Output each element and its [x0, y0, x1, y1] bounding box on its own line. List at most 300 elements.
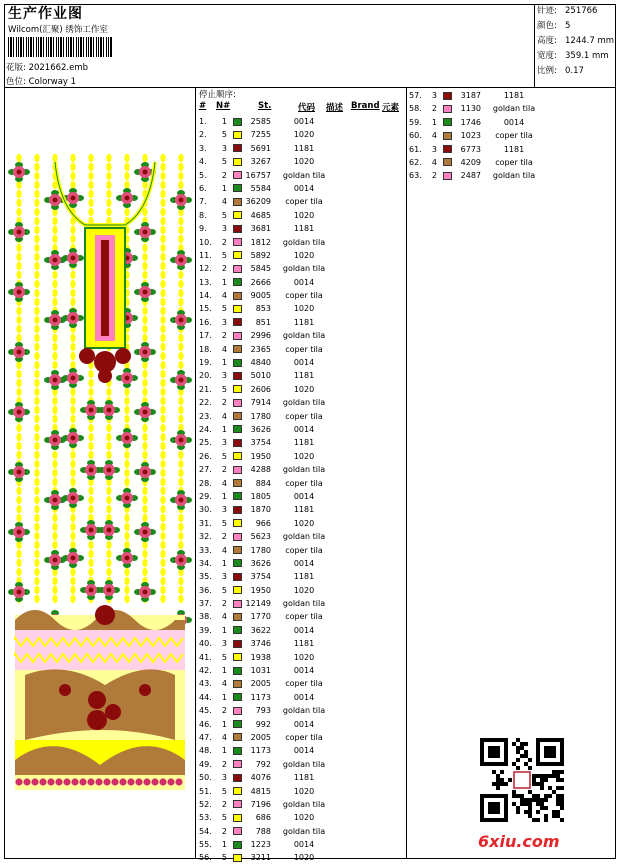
thread-code: 1181	[293, 505, 315, 515]
stitch-count: 2365	[250, 344, 271, 354]
stitch-count: 4840	[250, 358, 271, 368]
thread-code: 1181	[293, 317, 315, 327]
color-swatch	[233, 506, 242, 514]
color-swatch	[233, 131, 242, 139]
color-number: 2	[221, 532, 227, 542]
color-number: 2	[221, 706, 227, 716]
table-row	[199, 691, 399, 704]
embroidery-design-preview	[5, 100, 195, 800]
design-name-line	[6, 61, 88, 73]
thread-code: 0014	[293, 424, 315, 434]
color-number: 3	[221, 143, 227, 153]
color-number: 1	[221, 692, 227, 702]
table-row	[409, 116, 609, 129]
color-number: 5	[221, 304, 227, 314]
stitch-count: 4076	[250, 773, 271, 783]
table-row	[199, 544, 399, 557]
stitch-count: 1805	[250, 491, 271, 501]
color-swatch	[233, 305, 242, 313]
stitch-count: 3626	[250, 558, 271, 568]
watermark: 6xiu.com	[478, 832, 560, 851]
color-number: 1	[221, 358, 227, 368]
color-number: 3	[221, 317, 227, 327]
color-number: 2	[221, 826, 227, 836]
stitch-count: 3754	[250, 438, 271, 448]
color-swatch	[233, 198, 242, 206]
thread-code: 1181	[293, 773, 315, 783]
stop-number: 40.	[199, 639, 212, 649]
table-row	[199, 771, 399, 784]
color-number: 5	[221, 157, 227, 167]
stitch-count: 1031	[250, 666, 271, 676]
table-row	[199, 651, 399, 664]
thread-code: 1020	[293, 250, 315, 260]
thread-code: 1181	[503, 144, 525, 154]
thread-code: goldan tila	[492, 171, 536, 181]
stat-stitches: 针迹: 251766	[537, 6, 598, 16]
stitch-count: 3622	[250, 625, 271, 635]
stop-number: 54.	[199, 826, 212, 836]
table-row	[199, 584, 399, 597]
color-swatch	[233, 158, 242, 166]
thread-code: goldan tila	[282, 237, 326, 247]
stitch-count: 1870	[250, 505, 271, 515]
company-name: Wilcom(汇聚) 绣饰工作室	[8, 25, 108, 35]
stop-number: 52.	[199, 799, 212, 809]
table-row	[199, 503, 399, 516]
table-row	[199, 115, 399, 128]
table-row	[199, 517, 399, 530]
thread-code: 1020	[293, 157, 315, 167]
thread-code: goldan tila	[282, 599, 326, 609]
color-number: 1	[221, 491, 227, 501]
thread-code: 1020	[293, 853, 315, 863]
table-row	[199, 825, 399, 838]
color-swatch	[233, 412, 242, 420]
stitch-count: 853	[255, 304, 271, 314]
table-row	[199, 302, 399, 315]
table-row	[199, 624, 399, 637]
color-number: 5	[221, 652, 227, 662]
color-swatch	[233, 238, 242, 246]
color-swatch	[233, 693, 242, 701]
table-row	[199, 785, 399, 798]
table-row	[199, 276, 399, 289]
stitch-count: 1950	[250, 585, 271, 595]
color-number: 5	[221, 813, 227, 823]
design-label: 花版:	[6, 63, 26, 73]
table-row	[409, 89, 609, 102]
stop-number: 2.	[199, 130, 207, 140]
stitch-count: 16757	[245, 170, 271, 180]
stop-number: 3.	[199, 143, 207, 153]
qr-code	[480, 738, 564, 822]
stitch-count: 4209	[460, 157, 481, 167]
thread-code: 1020	[293, 304, 315, 314]
color-swatch	[233, 439, 242, 447]
table-row	[199, 811, 399, 824]
stitch-count: 2005	[250, 679, 271, 689]
stop-number: 6.	[199, 183, 207, 193]
stop-number: 21.	[199, 384, 212, 394]
color-number: 2	[431, 104, 437, 114]
stop-number: 60.	[409, 131, 422, 141]
stitch-count: 788	[255, 826, 271, 836]
stop-number: 20.	[199, 371, 212, 381]
stat-scale: 比例: 0.17	[537, 66, 584, 76]
color-number: 3	[221, 639, 227, 649]
table-row	[199, 195, 399, 208]
color-swatch	[233, 171, 242, 179]
stat-colors: 颜色: 5	[537, 21, 571, 31]
color-swatch	[443, 105, 452, 113]
color-number: 5	[221, 518, 227, 528]
color-number: 1	[431, 117, 437, 127]
thread-code: 1020	[293, 786, 315, 796]
table-row	[199, 463, 399, 476]
stop-number: 7.	[199, 197, 207, 207]
color-swatch	[233, 626, 242, 634]
stop-number: 11.	[199, 250, 212, 260]
color-swatch	[233, 452, 242, 460]
design-value: 2021662.emb	[28, 63, 89, 73]
thread-code: goldan tila	[282, 331, 326, 341]
stitch-count: 2666	[250, 277, 271, 287]
thread-code: 1020	[293, 384, 315, 394]
color-swatch	[233, 653, 242, 661]
color-swatch	[233, 332, 242, 340]
stat-height: 高度: 1244.7 mm	[537, 36, 615, 46]
stitch-count: 5691	[250, 143, 271, 153]
thread-code: coper tila	[285, 732, 323, 742]
col-header-color: N#	[216, 101, 231, 111]
color-swatch	[233, 827, 242, 835]
thread-code: 1020	[293, 813, 315, 823]
table-row	[199, 597, 399, 610]
color-number: 3	[221, 505, 227, 515]
color-swatch	[233, 841, 242, 849]
thread-code: 1181	[293, 639, 315, 649]
stitch-count: 6773	[460, 144, 481, 154]
thread-code: coper tila	[285, 478, 323, 488]
color-swatch	[443, 118, 452, 126]
table-row	[199, 718, 399, 731]
color-number: 5	[221, 786, 227, 796]
stop-number: 46.	[199, 719, 212, 729]
color-swatch	[233, 586, 242, 594]
col-header-code: 代码	[298, 103, 316, 113]
thread-code: 0014	[293, 692, 315, 702]
color-number: 2	[221, 759, 227, 769]
table-row	[199, 838, 399, 851]
thread-code: coper tila	[495, 157, 533, 167]
stitch-count: 884	[255, 478, 271, 488]
stitch-count: 2606	[250, 384, 271, 394]
thread-code: 1020	[293, 518, 315, 528]
stop-number: 25.	[199, 438, 212, 448]
thread-code: 0014	[293, 277, 315, 287]
stitch-count: 4815	[250, 786, 271, 796]
col-header-brand: Brand	[351, 101, 380, 111]
stitch-count: 1770	[250, 612, 271, 622]
stitch-count: 686	[255, 813, 271, 823]
stitch-count: 1950	[250, 451, 271, 461]
color-number: 2	[221, 398, 227, 408]
color-swatch	[233, 399, 242, 407]
table-row	[199, 128, 399, 141]
stop-table-left	[199, 115, 399, 865]
color-swatch	[233, 814, 242, 822]
color-swatch	[233, 425, 242, 433]
thread-code: goldan tila	[282, 532, 326, 542]
stitch-count: 966	[255, 518, 271, 528]
stitch-count: 1130	[460, 104, 481, 114]
stitch-count: 3746	[250, 639, 271, 649]
stitch-count: 1746	[460, 117, 481, 127]
stats-panel	[537, 4, 614, 79]
table-row	[199, 677, 399, 690]
color-swatch	[233, 492, 242, 500]
thread-code: 1181	[293, 224, 315, 234]
stop-number: 26.	[199, 451, 212, 461]
colorway-value: Colorway 1	[28, 77, 77, 87]
thread-code: 0014	[293, 746, 315, 756]
stitch-count: 1938	[250, 652, 271, 662]
thread-code: 0014	[293, 558, 315, 568]
col-header-stitches: St.	[258, 101, 272, 111]
stop-number: 16.	[199, 317, 212, 327]
color-swatch	[233, 600, 242, 608]
thread-code: goldan tila	[282, 826, 326, 836]
table-row	[199, 557, 399, 570]
color-swatch	[233, 667, 242, 675]
stop-number: 37.	[199, 599, 212, 609]
color-swatch	[233, 640, 242, 648]
table-row	[199, 343, 399, 356]
stop-number: 43.	[199, 679, 212, 689]
thread-code: 1020	[293, 130, 315, 140]
stop-number: 32.	[199, 532, 212, 542]
table-row	[199, 236, 399, 249]
stitch-count: 1173	[250, 692, 271, 702]
color-swatch	[443, 172, 452, 180]
stop-number: 49.	[199, 759, 212, 769]
stop-number: 4.	[199, 157, 207, 167]
stop-number: 12.	[199, 264, 212, 274]
table-row	[199, 142, 399, 155]
table-row	[199, 664, 399, 677]
stitch-count: 1223	[250, 840, 271, 850]
table-row	[199, 262, 399, 275]
thread-code: 0014	[293, 666, 315, 676]
stitch-count: 7914	[250, 398, 271, 408]
table-row	[199, 209, 399, 222]
stop-number: 57.	[409, 91, 422, 100]
table-row	[199, 851, 399, 864]
color-number: 4	[221, 197, 227, 207]
thread-code: coper tila	[285, 197, 323, 207]
color-swatch	[233, 800, 242, 808]
table-row	[199, 610, 399, 623]
stop-number: 17.	[199, 331, 212, 341]
stitch-count: 36209	[245, 197, 271, 207]
color-number: 2	[221, 264, 227, 274]
stitch-count: 3754	[250, 572, 271, 582]
color-number: 4	[431, 131, 437, 141]
color-number: 5	[221, 585, 227, 595]
stitch-count: 2996	[250, 331, 271, 341]
stop-number: 36.	[199, 585, 212, 595]
table-row	[199, 222, 399, 235]
color-swatch	[443, 145, 452, 153]
stitch-count: 5584	[250, 183, 271, 193]
color-swatch	[233, 278, 242, 286]
stop-number: 28.	[199, 478, 212, 488]
color-swatch	[233, 251, 242, 259]
stop-number: 41.	[199, 652, 212, 662]
stitch-count: 3211	[250, 853, 271, 863]
color-number: 3	[221, 572, 227, 582]
stitch-count: 5892	[250, 250, 271, 260]
table-row	[199, 490, 399, 503]
color-number: 3	[221, 371, 227, 381]
color-swatch	[233, 680, 242, 688]
color-number: 1	[221, 117, 227, 126]
color-swatch	[233, 519, 242, 527]
stitch-count: 4685	[250, 210, 271, 220]
stop-number: 58.	[409, 104, 422, 114]
table-row	[199, 396, 399, 409]
color-number: 5	[221, 130, 227, 140]
color-number: 2	[221, 331, 227, 341]
stop-number: 5.	[199, 170, 207, 180]
color-swatch	[233, 733, 242, 741]
stop-number: 24.	[199, 424, 212, 434]
color-swatch	[233, 211, 242, 219]
thread-code: goldan tila	[282, 706, 326, 716]
stitch-count: 3187	[460, 91, 481, 100]
stop-number: 13.	[199, 277, 212, 287]
table-row	[199, 410, 399, 423]
table-row	[409, 143, 609, 156]
color-swatch	[443, 158, 452, 166]
color-swatch	[233, 760, 242, 768]
thread-code: 0014	[293, 358, 315, 368]
stop-number: 22.	[199, 398, 212, 408]
thread-code: 1181	[293, 143, 315, 153]
stitch-count: 1780	[250, 545, 271, 555]
color-number: 4	[221, 679, 227, 689]
color-number: 5	[221, 384, 227, 394]
stop-number: 48.	[199, 746, 212, 756]
stop-number: 63.	[409, 171, 422, 181]
stop-number: 50.	[199, 773, 212, 783]
color-number: 1	[221, 183, 227, 193]
stop-table-right	[409, 89, 609, 183]
stop-number: 61.	[409, 144, 422, 154]
thread-code: coper tila	[285, 679, 323, 689]
color-number: 5	[221, 210, 227, 220]
thread-code: coper tila	[285, 545, 323, 555]
stop-number: 42.	[199, 666, 212, 676]
stitch-count: 2487	[460, 171, 481, 181]
color-swatch	[233, 546, 242, 554]
thread-code: 0014	[293, 491, 315, 501]
table-row	[199, 798, 399, 811]
table-row	[199, 477, 399, 490]
color-number: 4	[221, 545, 227, 555]
color-swatch	[233, 292, 242, 300]
table-row	[409, 129, 609, 142]
color-swatch	[233, 573, 242, 581]
thread-code: 1181	[293, 371, 315, 381]
thread-code: 1020	[293, 210, 315, 220]
color-swatch	[233, 854, 242, 862]
stitch-count: 1780	[250, 411, 271, 421]
stitch-count: 3267	[250, 157, 271, 167]
table-row	[199, 383, 399, 396]
color-swatch	[233, 385, 242, 393]
color-number: 3	[221, 773, 227, 783]
color-swatch	[233, 787, 242, 795]
color-number: 5	[221, 451, 227, 461]
color-number: 3	[431, 91, 437, 100]
stop-number: 53.	[199, 813, 212, 823]
color-number: 3	[221, 438, 227, 448]
color-swatch	[233, 345, 242, 353]
stitch-count: 1173	[250, 746, 271, 756]
stop-number: 55.	[199, 840, 212, 850]
stop-number: 34.	[199, 558, 212, 568]
color-number: 1	[221, 746, 227, 756]
stop-number: 23.	[199, 411, 212, 421]
color-swatch	[233, 747, 242, 755]
stitch-count: 2005	[250, 732, 271, 742]
thread-code: 1181	[293, 438, 315, 448]
thread-code: goldan tila	[282, 759, 326, 769]
thread-code: 1181	[503, 91, 525, 100]
stop-number: 14.	[199, 291, 212, 301]
table-row	[199, 289, 399, 302]
color-swatch	[233, 533, 242, 541]
stitch-count: 992	[255, 719, 271, 729]
stitch-count: 5010	[250, 371, 271, 381]
color-number: 4	[221, 478, 227, 488]
color-swatch	[233, 774, 242, 782]
stitch-count: 12149	[245, 599, 271, 609]
stitch-count: 1812	[250, 237, 271, 247]
color-number: 5	[221, 853, 227, 863]
stop-number: 59.	[409, 117, 422, 127]
barcode	[8, 37, 112, 57]
color-swatch	[233, 559, 242, 567]
color-number: 4	[221, 344, 227, 354]
color-number: 2	[221, 237, 227, 247]
thread-code: goldan tila	[282, 264, 326, 274]
thread-code: coper tila	[285, 344, 323, 354]
stop-number: 39.	[199, 625, 212, 635]
stop-number: 29.	[199, 491, 212, 501]
color-swatch	[233, 613, 242, 621]
color-number: 4	[221, 612, 227, 622]
table-row	[199, 450, 399, 463]
stop-number: 47.	[199, 732, 212, 742]
stop-number: 35.	[199, 572, 212, 582]
stop-number: 38.	[199, 612, 212, 622]
colorway-line	[6, 75, 76, 87]
thread-code: coper tila	[285, 612, 323, 622]
color-swatch	[233, 359, 242, 367]
